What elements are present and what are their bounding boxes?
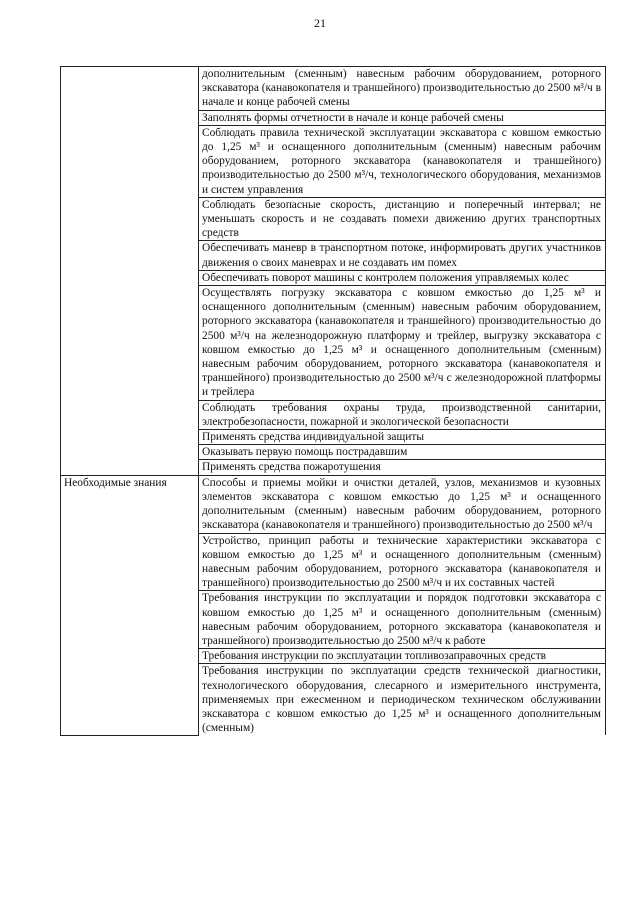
table-cell	[199, 533, 606, 591]
cell-text: Применять средства индивидуальной защиты	[202, 431, 424, 444]
table-cell	[199, 664, 606, 736]
cell-text: дополнительным (сменным) навесным рабочим оборудованием, роторного экскаватора (канавокопателя и траншейного) производительностью до 2500 м³/ч в начале и конце рабочей смены	[202, 68, 601, 109]
cell-text: Обеспечивать маневр в транспортном потоке, информировать других участников движения о своих маневрах и не создавать им помех	[202, 242, 601, 269]
cell-text: Соблюдать безопасные скорость, дистанцию и поперечный интервал; не уменьшать скорость и не создавать помехи движению других транспортных средств	[202, 198, 601, 240]
cell-text: Соблюдать правила технической эксплуатации экскаватора с ковшом емкостью до 1,25 м³ и оснащенного дополнительным (сменным) навесным рабочим оборудованием, роторного экскаватора (канавокопателя и траншейного) производительностью до 2500 м³/ч, технологического оборудования, механизмов и систем управления	[202, 126, 601, 196]
table-cell	[199, 270, 606, 285]
cell-text: Соблюдать требования охраны труда, производственной санитарии, электробезопасности, пожарной и экологической безопасности	[202, 401, 601, 428]
table-cell	[199, 475, 606, 533]
cell-text: Осуществлять погрузку экскаватора с ковшом емкостью до 1,25 м³ и оснащенного дополнительным (сменным) навесным рабочим оборудованием, роторного экскаватора (канавокопателя и траншейного) производительностью до 2500 м³/ч на железнодорожную платформу и трейлер, выгрузку экскаватора с ковшом емкостью до 1,25 м³ и оснащенного дополнительным (сменным) навесным рабочим оборудованием, роторного экскаватора (канавокопателя и траншейного) производительностью до 2500 м³/ч с железнодорожной платформы и трейлера	[202, 287, 601, 399]
table-cell	[199, 197, 606, 241]
requirements-table-body	[61, 67, 606, 736]
table-row	[61, 475, 606, 533]
cell-text: Обеспечивать поворот машины с контролем положения управляемых колес	[202, 271, 569, 284]
table-cell	[199, 286, 606, 401]
table-cell	[199, 125, 606, 197]
cell-text: Заполнять формы отчетности в начале и конце рабочей смены	[202, 111, 504, 124]
cell-text: Устройство, принцип работы и технические характеристики экскаватора с ковшом емкостью до 1,25 м³ и оснащенного дополнительным (сменным) навесным рабочим оборудованием, роторного экскаватора (канавокопателя и траншейного) производительностью до 2500 м³/ч и их составных частей	[202, 534, 601, 590]
cell-text: Требования инструкции по эксплуатации топливозаправочных средств	[202, 650, 547, 663]
cell-text: Требования инструкции по эксплуатации средств технической диагностики, технологического оборудования, слесарного и измерительного инструмента, применяемых при ежесменном и периодическом техническом обслуживании экскаватора с ковшом емкостью до 1,25 м³ и оснащенного дополнительным (сменным)	[202, 665, 601, 735]
table-cell	[199, 241, 606, 270]
table-cell	[199, 430, 606, 445]
cell-text: Способы и приемы мойки и очистки деталей, узлов, механизмов и кузовных элементов экскаватора с ковшом емкостью до 1,25 м³ и оснащенного дополнительным (сменным) навесным рабочим оборудованием, роторного экскаватора (канавокопателя и траншейного) производительностью до 2500 м³/ч	[202, 476, 601, 532]
page-number: 21	[314, 16, 326, 30]
cell-text: Применять средства пожаротушения	[202, 461, 381, 474]
requirements-table	[60, 66, 606, 736]
table-cell	[199, 649, 606, 664]
section-label-cell-empty	[61, 67, 199, 476]
section-label-knowledge	[61, 475, 199, 735]
table-cell	[199, 460, 606, 475]
table-cell	[199, 110, 606, 125]
cell-text: Оказывать первую помощь пострадавшим	[202, 446, 408, 459]
section-label-text: Необходимые знания	[64, 476, 167, 489]
table-row	[61, 67, 606, 111]
table-cell	[199, 67, 606, 111]
table-cell	[199, 400, 606, 429]
table-cell	[199, 445, 606, 460]
table-cell	[199, 591, 606, 649]
cell-text: Требования инструкции по эксплуатации и порядок подготовки экскаватора с ковшом емкостью до 1,25 м³ и оснащенного дополнительным (сменным) навесным рабочим оборудованием, роторного экскаватора (канавокопателя и траншейного) производительностью до 2500 м³/ч к работе	[202, 592, 601, 647]
